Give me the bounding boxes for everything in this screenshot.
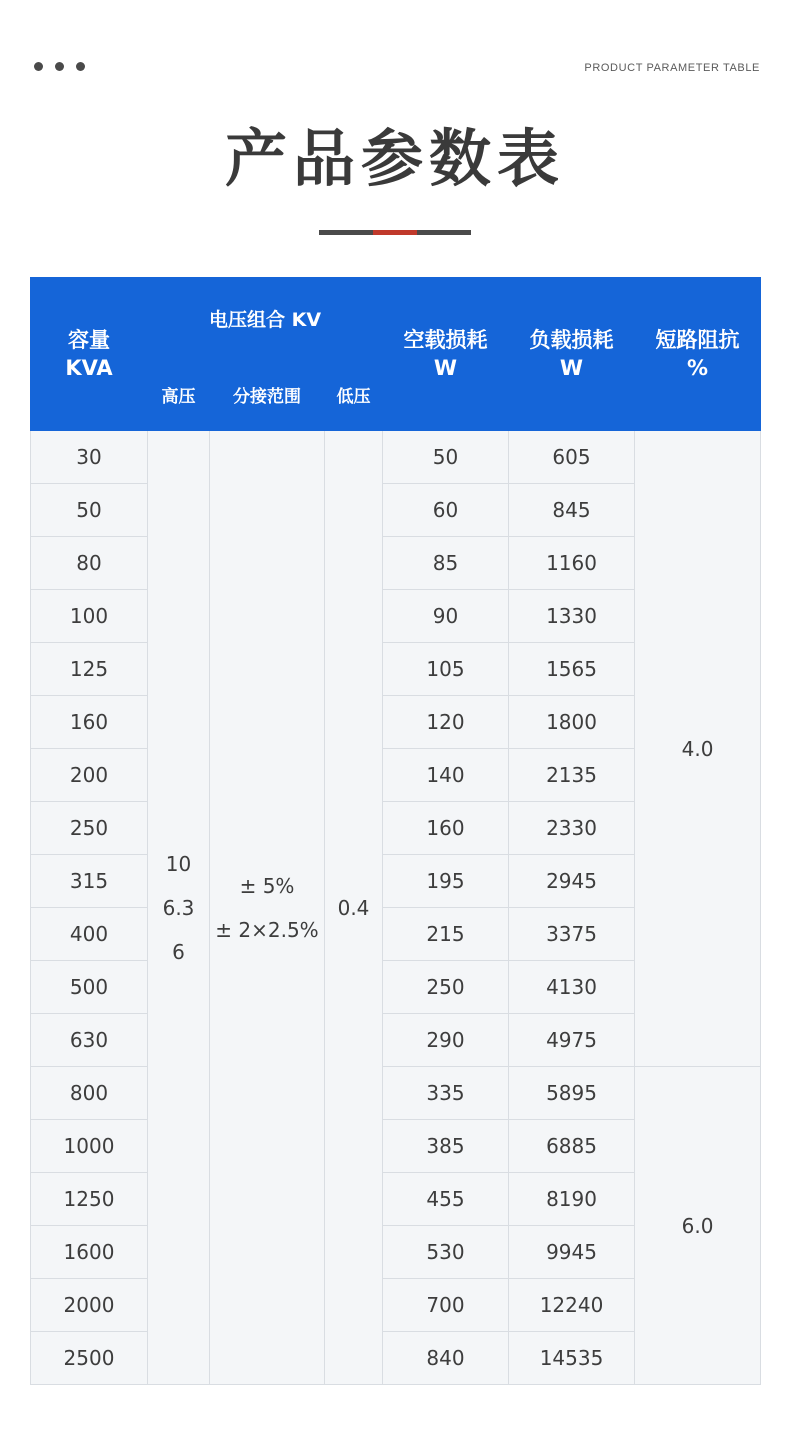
header-impedance-line2: % xyxy=(686,356,709,380)
header-hv: 高压 xyxy=(148,359,210,430)
cell-tap-range-merged xyxy=(210,431,325,1385)
table-header-row-1 xyxy=(31,278,761,360)
cell-load-loss: 3375 xyxy=(509,908,635,961)
header-voltage-group: 电压组合 KV xyxy=(148,278,383,360)
cell-capacity: 500 xyxy=(31,961,148,1014)
cell-capacity: 2000 xyxy=(31,1279,148,1332)
cell-load-loss: 1565 xyxy=(509,643,635,696)
cell-no-load-loss: 385 xyxy=(383,1120,509,1173)
cell-hv-value: 6 xyxy=(172,939,185,964)
cell-no-load-loss: 335 xyxy=(383,1067,509,1120)
header-load-loss xyxy=(509,278,635,431)
cell-load-loss: 4130 xyxy=(509,961,635,1014)
table-header xyxy=(31,278,761,431)
cell-capacity: 30 xyxy=(31,431,148,484)
cell-capacity: 1250 xyxy=(31,1173,148,1226)
cell-no-load-loss: 250 xyxy=(383,961,509,1014)
cell-capacity: 80 xyxy=(31,537,148,590)
header-impedance-line1: 短路阻抗 xyxy=(655,327,740,352)
cell-no-load-loss: 215 xyxy=(383,908,509,961)
cell-no-load-loss: 140 xyxy=(383,749,509,802)
table-row xyxy=(31,431,761,484)
title-block xyxy=(0,122,790,235)
cell-capacity: 1600 xyxy=(31,1226,148,1279)
cell-load-loss: 2135 xyxy=(509,749,635,802)
cell-load-loss: 14535 xyxy=(509,1332,635,1385)
header-capacity xyxy=(31,278,148,431)
cell-load-loss: 1330 xyxy=(509,590,635,643)
page-title: 产品参数表 xyxy=(224,122,565,195)
cell-no-load-loss: 700 xyxy=(383,1279,509,1332)
cell-capacity: 2500 xyxy=(31,1332,148,1385)
cell-tap-value: ± 2×2.5% xyxy=(215,917,319,942)
cell-load-loss: 5895 xyxy=(509,1067,635,1120)
cell-load-loss: 1160 xyxy=(509,537,635,590)
header-tap-range: 分接范围 xyxy=(210,359,325,430)
header-impedance xyxy=(635,278,761,431)
cell-no-load-loss: 160 xyxy=(383,802,509,855)
cell-no-load-loss: 290 xyxy=(383,1014,509,1067)
cell-capacity: 50 xyxy=(31,484,148,537)
dot-icon xyxy=(34,62,43,71)
cell-no-load-loss: 85 xyxy=(383,537,509,590)
cell-capacity: 630 xyxy=(31,1014,148,1067)
cell-load-loss: 2330 xyxy=(509,802,635,855)
header-english-label: PRODUCT PARAMETER TABLE xyxy=(584,62,760,74)
cell-load-loss: 2945 xyxy=(509,855,635,908)
header-load-loss-line1: 负载损耗 xyxy=(529,327,614,352)
cell-capacity: 160 xyxy=(31,696,148,749)
cell-impedance-group-1: 4.0 xyxy=(635,431,761,1067)
cell-load-loss: 6885 xyxy=(509,1120,635,1173)
parameter-table xyxy=(30,277,761,1385)
cell-no-load-loss: 530 xyxy=(383,1226,509,1279)
cell-no-load-loss: 60 xyxy=(383,484,509,537)
cell-capacity: 100 xyxy=(31,590,148,643)
cell-no-load-loss: 120 xyxy=(383,696,509,749)
header-no-load-loss-line2: W xyxy=(433,356,458,380)
cell-no-load-loss: 455 xyxy=(383,1173,509,1226)
table-row xyxy=(31,1067,761,1120)
cell-no-load-loss: 195 xyxy=(383,855,509,908)
divider-accent xyxy=(373,230,417,235)
cell-load-loss: 605 xyxy=(509,431,635,484)
cell-load-loss: 12240 xyxy=(509,1279,635,1332)
title-divider xyxy=(0,230,790,235)
cell-hv-merged xyxy=(148,431,210,1385)
decorative-dots xyxy=(34,62,85,71)
cell-load-loss: 9945 xyxy=(509,1226,635,1279)
parameter-table-wrapper xyxy=(30,277,760,1385)
cell-hv-value: 10 xyxy=(165,851,192,876)
cell-capacity: 200 xyxy=(31,749,148,802)
cell-capacity: 315 xyxy=(31,855,148,908)
table-body xyxy=(31,431,761,1385)
cell-lv-merged: 0.4 xyxy=(325,431,383,1385)
divider-segment-right xyxy=(417,230,471,235)
cell-hv-value: 6.3 xyxy=(162,895,195,920)
cell-tap-value: ± 5% xyxy=(239,873,295,898)
header-no-load-loss-line1: 空载损耗 xyxy=(403,327,488,352)
divider-segment-left xyxy=(319,230,373,235)
cell-no-load-loss: 105 xyxy=(383,643,509,696)
cell-impedance-group-2: 6.0 xyxy=(635,1067,761,1385)
cell-capacity: 400 xyxy=(31,908,148,961)
cell-capacity: 250 xyxy=(31,802,148,855)
cell-capacity: 1000 xyxy=(31,1120,148,1173)
cell-no-load-loss: 90 xyxy=(383,590,509,643)
cell-no-load-loss: 840 xyxy=(383,1332,509,1385)
page-header xyxy=(0,0,790,110)
cell-load-loss: 4975 xyxy=(509,1014,635,1067)
header-load-loss-line2: W xyxy=(559,356,584,380)
cell-no-load-loss: 50 xyxy=(383,431,509,484)
cell-load-loss: 8190 xyxy=(509,1173,635,1226)
cell-capacity: 125 xyxy=(31,643,148,696)
cell-load-loss: 1800 xyxy=(509,696,635,749)
dot-icon xyxy=(55,62,64,71)
header-lv: 低压 xyxy=(325,359,383,430)
dot-icon xyxy=(76,62,85,71)
header-capacity-line2: KVA xyxy=(65,356,113,380)
cell-capacity: 800 xyxy=(31,1067,148,1120)
header-no-load-loss xyxy=(383,278,509,431)
cell-load-loss: 845 xyxy=(509,484,635,537)
header-capacity-line1: 容量 xyxy=(68,327,110,352)
